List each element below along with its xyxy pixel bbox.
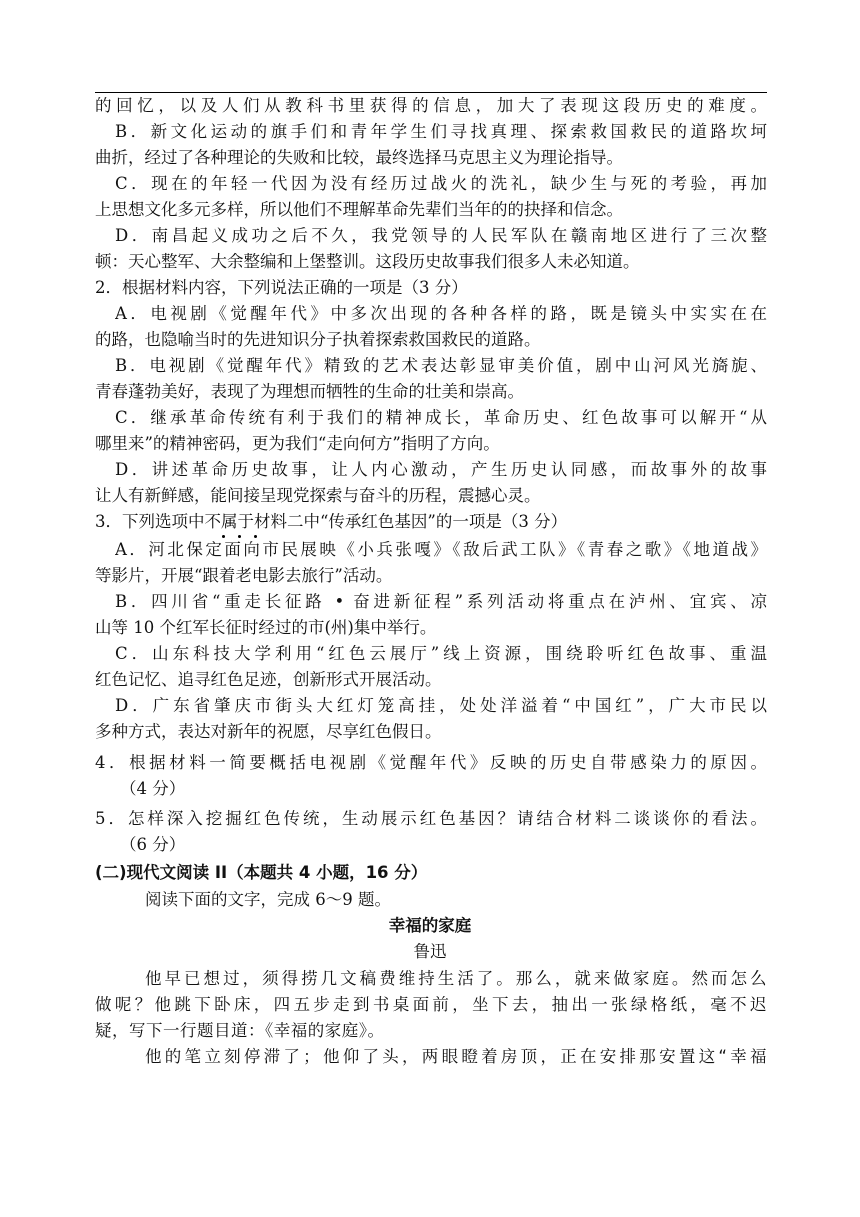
text-line: 青春蓬勃美好，表现了为理想而牺牲的生命的壮美和崇高。 bbox=[95, 382, 524, 401]
story-title: 幸福的家庭 bbox=[388, 916, 472, 935]
question-2: 2．根据材料内容，下列说法正确的一项是（3 分） bbox=[95, 278, 468, 297]
option-c: C．山东科技大学利用“红色云展厅”线上资源，围绕聆听红色故事、重温 bbox=[115, 644, 767, 663]
text-line: 哪里来”的精神密码，更为我们“走向何方”指明了方向。 bbox=[95, 434, 500, 453]
option-b: B．四川省“重走长征路 • 奋进新征程”系列活动将重点在泸州、宜宾、凉 bbox=[115, 592, 767, 611]
question-3 bbox=[95, 509, 767, 535]
text-line: 曲折，经过了各种理论的失败和比较，最终选择马克思主义为理论指导。 bbox=[95, 148, 623, 167]
paragraph-line: 做呢？他跳下卧床，四五步走到书桌面前，坐下去，抽出一张绿格纸，毫不迟 bbox=[95, 995, 767, 1014]
story-author: 鲁迅 bbox=[413, 942, 447, 961]
text-line: 让人有新鲜感，能间接呈现党探索与奋斗的历程，震撼心灵。 bbox=[95, 486, 541, 505]
option-a: A．电视剧《觉醒年代》中多次出现的各种各样的路，既是镜头中实实在在 bbox=[115, 304, 767, 323]
option-b: B．电视剧《觉醒年代》精致的艺术表达彰显审美价值，剧中山河风光旖旎、 bbox=[115, 356, 767, 375]
option-d: D．广东省肇庆市街头大红灯笼高挂，处处洋溢着“中国红”，广大市民以 bbox=[115, 696, 767, 715]
option-b: B．新文化运动的旗手们和青年学生们寻找真理、探索救国救民的道路坎坷 bbox=[115, 122, 767, 141]
reading-instruction: 阅读下面的文字，完成 6～9 题。 bbox=[145, 890, 391, 909]
section-heading: (二)现代文阅读 II（本题共 4 小题，16 分） bbox=[95, 863, 428, 882]
text-line: 的回忆，以及人们从教科书里获得的信息，加大了表现这段历史的难度。 bbox=[95, 96, 767, 115]
option-d: D．南昌起义成功之后不久，我党领导的人民军队在赣南地区进行了三次整 bbox=[115, 226, 767, 245]
option-c: C．继承革命传统有利于我们的精神成长，革命历史、红色故事可以解开“从 bbox=[115, 408, 767, 427]
paragraph-line: 疑，写下一行题目道：《幸福的家庭》。 bbox=[95, 1021, 385, 1040]
paragraph-line: 他的笔立刻停滞了；他仰了头，两眼瞪着房顶，正在安排那安置这“幸福 bbox=[145, 1047, 767, 1066]
option-d: D．讲述革命历史故事，让人内心激动，产生历史认同感，而故事外的故事 bbox=[115, 460, 767, 479]
text-line: 红色记忆、追寻红色足迹，创新形式开展活动。 bbox=[95, 670, 442, 689]
question-5: 5．怎样深入挖掘红色传统，生动展示红色基因？请结合材料二谈谈你的看法。 bbox=[95, 809, 767, 828]
text-line: 多种方式，表达对新年的祝愿，尽享红色假日。 bbox=[95, 722, 442, 741]
option-a: A．河北保定面向市民展映《小兵张嘎》《敌后武工队》《青春之歌》《地道战》 bbox=[115, 540, 767, 559]
question-4-points: （4 分） bbox=[120, 779, 186, 798]
question-3-text: 3．下列选项中不属于材料二中“传承红色基因”的一项是（3 分） bbox=[95, 512, 568, 531]
question-4: 4．根据材料一简要概括电视剧《觉醒年代》反映的历史自带感染力的原因。 bbox=[95, 753, 767, 772]
option-c: C．现在的年轻一代因为没有经历过战火的洗礼，缺少生与死的考验，再加 bbox=[115, 174, 767, 193]
text-line: 上思想文化多元多样，所以他们不理解革命先辈们当年的的抉择和信念。 bbox=[95, 200, 623, 219]
text-line: 顿：天心整军、大余整编和上堡整训。这段历史故事我们很多人未必知道。 bbox=[95, 252, 640, 271]
text-line: 山等 10 个红军长征时经过的市(州)集中举行。 bbox=[95, 618, 437, 637]
text-line: 等影片，开展“跟着老电影去旅行”活动。 bbox=[95, 566, 393, 585]
paragraph-line: 他早已想过，须得捞几文稿费维持生活了。那么，就来做家庭。然而怎么 bbox=[145, 969, 767, 988]
question-5-points: （6 分） bbox=[120, 835, 186, 854]
text-line: 的路，也隐喻当时的先进知识分子执着探索救国救民的道路。 bbox=[95, 330, 541, 349]
